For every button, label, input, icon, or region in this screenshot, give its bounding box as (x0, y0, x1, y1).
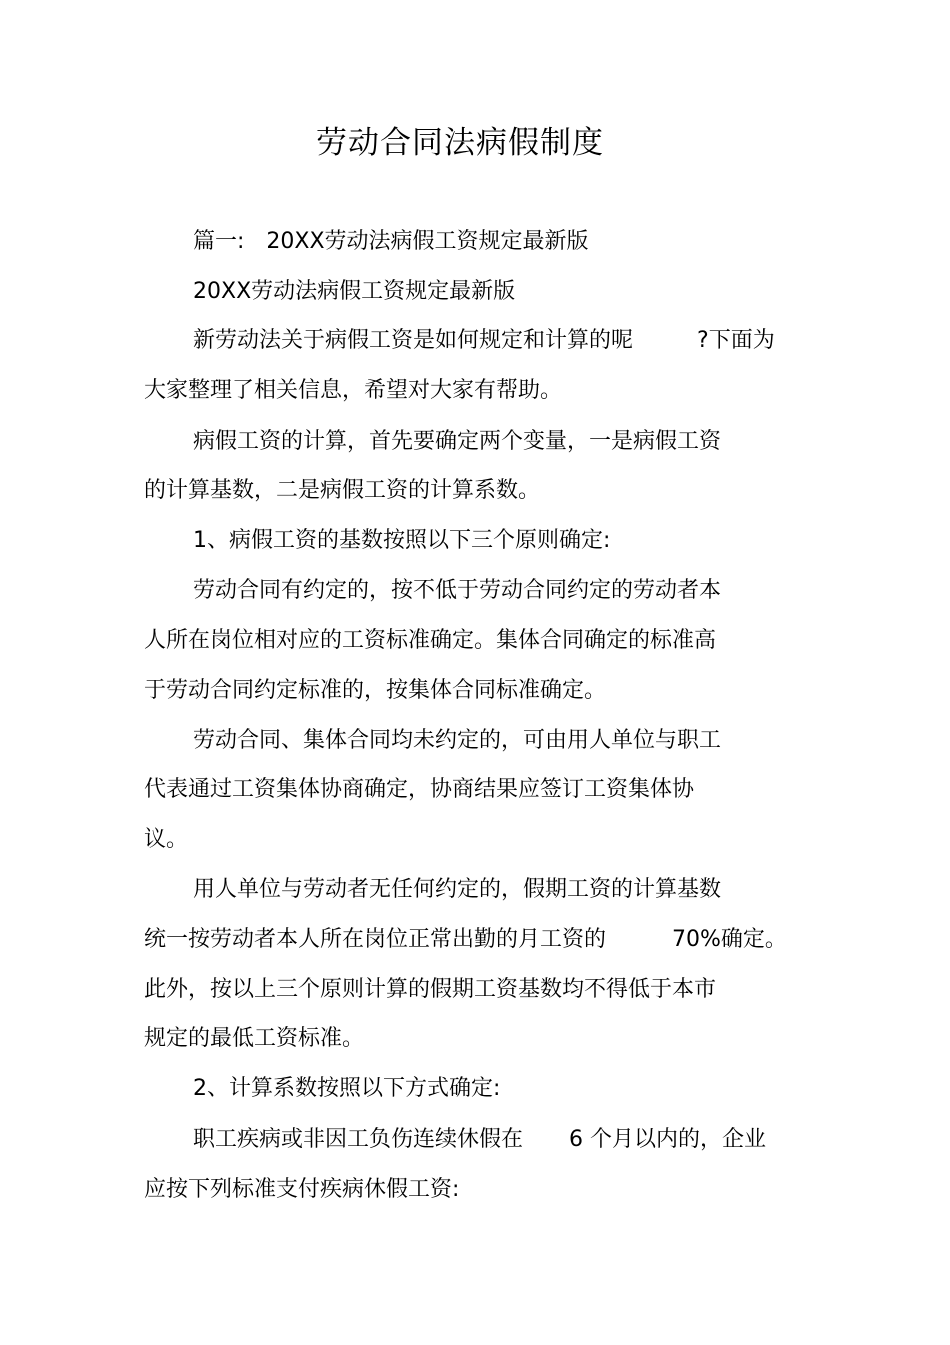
paragraph-5-line-4: 规定的最低工资标准。 (144, 1026, 365, 1051)
paragraph-6-line-2: 应按下列标准支付疾病休假工资: (144, 1177, 460, 1202)
section-heading-prefix: 篇一: (193, 229, 245, 254)
paragraph-4-line-1: 劳动合同、集体合同均未约定的，可由用人单位与职工 (193, 728, 722, 753)
paragraph-6-line-1 (193, 1124, 766, 1156)
paragraph-5-line-2b: 70%确定。 (672, 927, 787, 952)
paragraph-1-line-1a: 新劳动法关于病假工资是如何规定和计算的呢 (193, 328, 634, 353)
paragraph-5-line-2a: 统一按劳动者本人所在岗位正常出勤的月工资的 (144, 927, 607, 952)
paragraph-6-line-1a: 职工疾病或非因工负伤连续休假在 (193, 1127, 524, 1152)
subheading: 20XX劳动法病假工资规定最新版 (193, 279, 516, 304)
paragraph-5-line-3: 此外，按以上三个原则计算的假期工资基数均不得低于本市 (144, 977, 717, 1002)
paragraph-2-line-1: 病假工资的计算，首先要确定两个变量，一是病假工资 (193, 429, 722, 454)
paragraph-3-line-3: 于劳动合同约定标准的，按集体合同标准确定。 (144, 678, 607, 703)
page-title: 劳动合同法病假制度 (316, 125, 604, 161)
section-heading (193, 226, 589, 258)
paragraph-6-line-1b: 6 个月以内的，企业 (569, 1127, 767, 1152)
paragraph-2-line-2: 的计算基数，二是病假工资的计算系数。 (144, 478, 541, 503)
paragraph-1-line-1 (193, 325, 775, 357)
paragraph-1-line-2: 大家整理了相关信息，希望对大家有帮助。 (144, 378, 563, 403)
list-item-2: 2、计算系数按照以下方式确定: (193, 1076, 501, 1101)
paragraph-5-line-2 (144, 924, 787, 956)
paragraph-5-line-1: 用人单位与劳动者无任何约定的，假期工资的计算基数 (193, 877, 722, 902)
list-item-1: 1、病假工资的基数按照以下三个原则确定: (193, 528, 611, 553)
paragraph-4-line-2: 代表通过工资集体协商确定，协商结果应签订工资集体协 (144, 777, 695, 802)
section-heading-text: 20XX劳动法病假工资规定最新版 (266, 229, 589, 254)
paragraph-4-line-3: 议。 (144, 827, 189, 852)
paragraph-3-line-2: 人所在岗位相对应的工资标准确定。集体合同确定的标准高 (144, 628, 717, 653)
paragraph-1-line-1b: ?下面为 (697, 328, 775, 353)
paragraph-3-line-1: 劳动合同有约定的，按不低于劳动合同约定的劳动者本 (193, 578, 722, 603)
